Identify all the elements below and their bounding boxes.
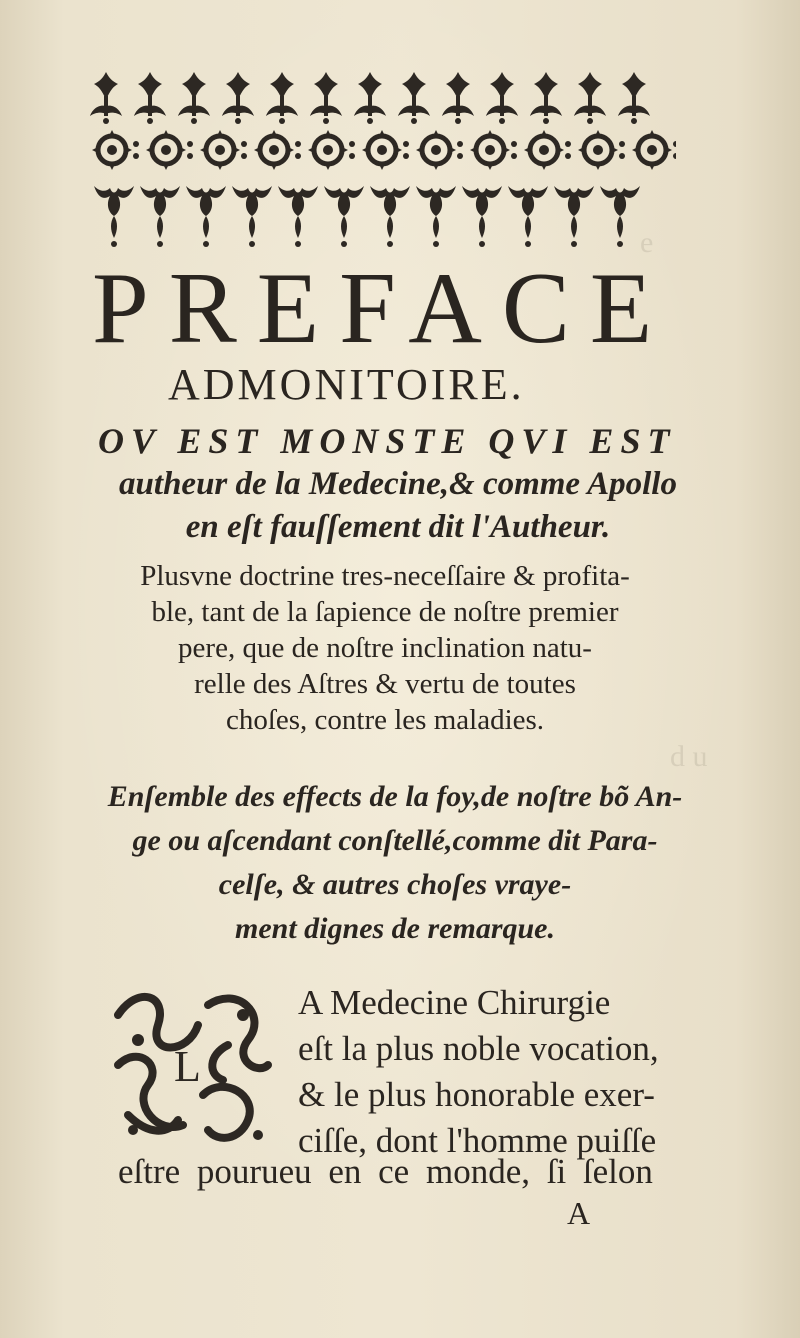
- ensemble-line: celſe, & autres choſes vraye-: [218, 868, 572, 901]
- decorated-initial: [108, 985, 273, 1145]
- body-line: eſt la plus noble vocation,: [298, 1029, 659, 1068]
- page-title: PREFACE: [92, 252, 673, 365]
- bleed-through: e: [640, 226, 654, 259]
- italic-heading-line: en eſt fauſſement dit l'Autheur.: [185, 509, 611, 545]
- body-last-line: eſtre pourueu en ce monde, ſi ſelon: [118, 1152, 653, 1191]
- body-line: & le plus honorable exer-: [298, 1075, 655, 1114]
- doctrine-line: ble, tant de la ſapience de noſtre premier: [151, 596, 619, 628]
- headpiece-ornament: [88, 66, 676, 256]
- ensemble-line: Enſemble des effects de la foy,de noſtre bõ An-: [107, 780, 683, 813]
- catchword: A: [567, 1195, 591, 1231]
- body-text: [298, 980, 698, 1164]
- body-line: A Medecine Chirurgie: [298, 983, 611, 1022]
- ensemble-line: ment dignes de remarque.: [235, 912, 555, 945]
- bleed-through: d u: [670, 740, 708, 773]
- doctrine-line: pere, que de noſtre inclination natu-: [178, 632, 592, 664]
- ornament-row-middle: [92, 130, 676, 170]
- doctrine-line: relle des Aſtres & vertu de toutes: [194, 668, 576, 700]
- page-subtitle: ADMONITOIRE.: [168, 360, 525, 409]
- body-line: ciſſe, dont l'homme puiſſe: [298, 1121, 657, 1160]
- italic-heading-line: autheur de la Medecine,& comme Apollo: [119, 466, 677, 502]
- ensemble-line: ge ou aſcendant conſtellé,comme dit Para-: [132, 824, 658, 857]
- doctrine-line: choſes, contre les maladies.: [225, 704, 545, 736]
- ornament-row-top: [90, 72, 650, 124]
- italic-heading-line: OV EST MONSTE QVI EST: [98, 421, 677, 461]
- ensemble-paragraph: [100, 775, 690, 951]
- italic-heading: [98, 420, 698, 549]
- ornament-row-bottom: [94, 186, 640, 247]
- doctrine-line: Plusvne doctrine tres-neceſſaire & profita-: [140, 560, 630, 592]
- doctrine-paragraph: [95, 558, 675, 738]
- drop-cap: L: [174, 1042, 201, 1091]
